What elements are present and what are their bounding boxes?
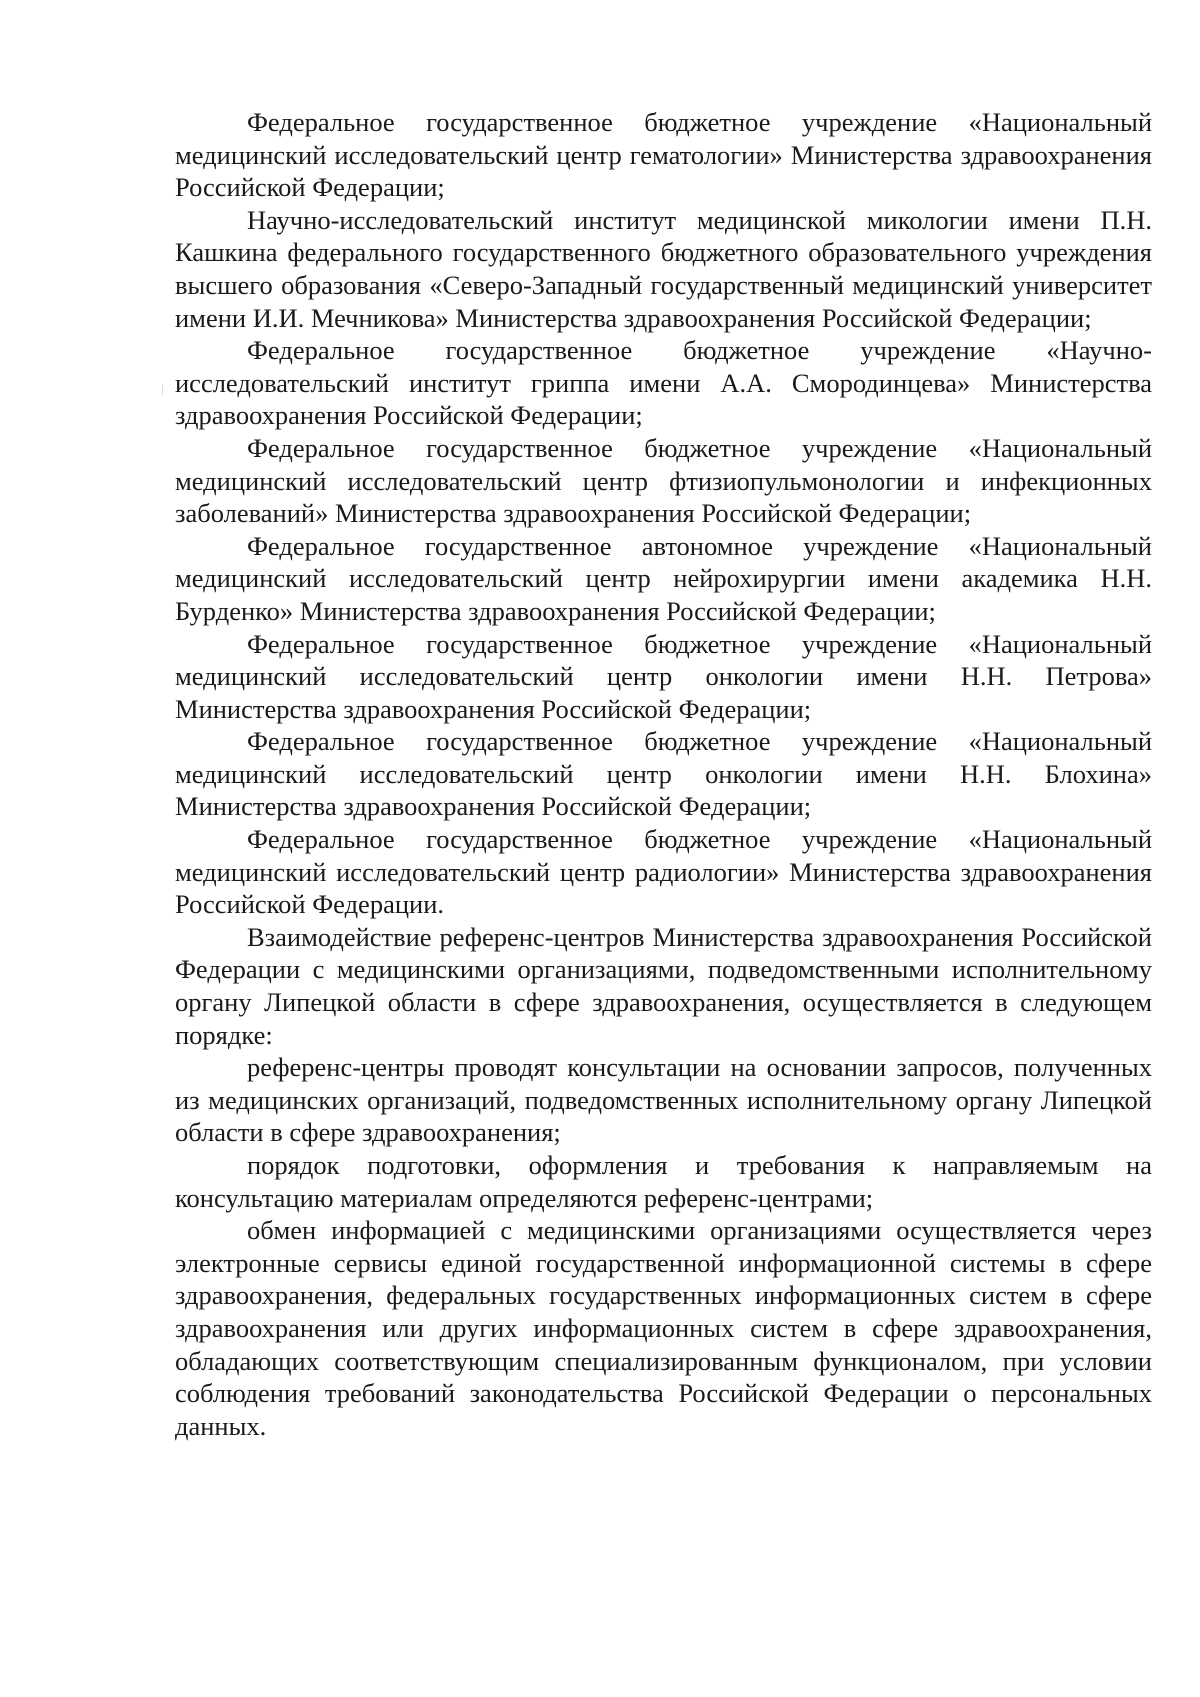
paragraph-oncology-petrov-center: Федеральное государственное бюджетное учреждение «Национальный медицинский исследовательский центр онкологии имени Н.Н. Петрова» Министерства здравоохранения Российской Федерации; — [175, 628, 1152, 724]
scan-artifact-mark — [162, 385, 163, 395]
paragraph-information-exchange: обмен информацией с медицинскими организациями осуществляется через электронные сервисы единой государственной информационной системы в сфере здравоохранения, федеральных государственных информационных систем в сфере здравоохранения или других информационных систем в сфере здравоохранения, обладающих соответствующим специализированным функционалом, при условии соблюдения требований законодательства Российской Федерации о персональных данных. — [175, 1215, 1152, 1441]
paragraph-mycology-institute: Научно-исследовательский институт медицинской микологии имени П.Н. Кашкина федерального государственного бюджетного образовательного учреждения высшего образования «Северо-Западный государственный медицинский университет имени И.И. Мечникова» Министерства здравоохранения Российской Федерации; — [175, 204, 1152, 333]
paragraph-influenza-institute: Федеральное государственное бюджетное учреждение «Научно-исследовательский институт гриппа имени А.А. Смородинцева» Министерства здравоохранения Российской Федерации; — [175, 335, 1152, 431]
paragraph-oncology-blokhin-center: Федеральное государственное бюджетное учреждение «Национальный медицинский исследовательский центр онкологии имени Н.Н. Блохина» Министерства здравоохранения Российской Федерации; — [175, 726, 1152, 822]
paragraph-materials-requirements: порядок подготовки, оформления и требования к направляемым на консультацию материалам определяются референс-центрами; — [175, 1150, 1152, 1213]
paragraph-consultations: референс-центры проводят консультации на основании запросов, полученных из медицинских организаций, подведомственных исполнительному органу Липецкой области в сфере здравоохранения; — [175, 1052, 1152, 1148]
paragraph-phthisiopulmonology-center: Федеральное государственное бюджетное учреждение «Национальный медицинский исследовательский центр фтизиопульмонологии и инфекционных заболеваний» Министерства здравоохранения Российской Федерации; — [175, 432, 1152, 529]
paragraph-interaction-procedure: Взаимодействие референс-центров Министерства здравоохранения Российской Федерации с медицинскими организациями, подведомственными исполнительному органу Липецкой области в сфере здравоохранения, осуществляется в следующем порядке: — [175, 921, 1152, 1050]
document-body — [175, 106, 1152, 1442]
paragraph-neurosurgery-center: Федеральное государственное автономное учреждение «Национальный медицинский исследовательский центр нейрохирургии имени академика Н.Н. Бурденко» Министерства здравоохранения Российской Федерации; — [175, 530, 1152, 626]
paragraph-hematology-center: Федеральное государственное бюджетное учреждение «Национальный медицинский исследовательский центр гематологии» Министерства здравоохранения Российской Федерации; — [175, 107, 1152, 203]
paragraph-radiology-center: Федеральное государственное бюджетное учреждение «Национальный медицинский исследовательский центр радиологии» Министерства здравоохранения Российской Федерации. — [175, 824, 1152, 920]
